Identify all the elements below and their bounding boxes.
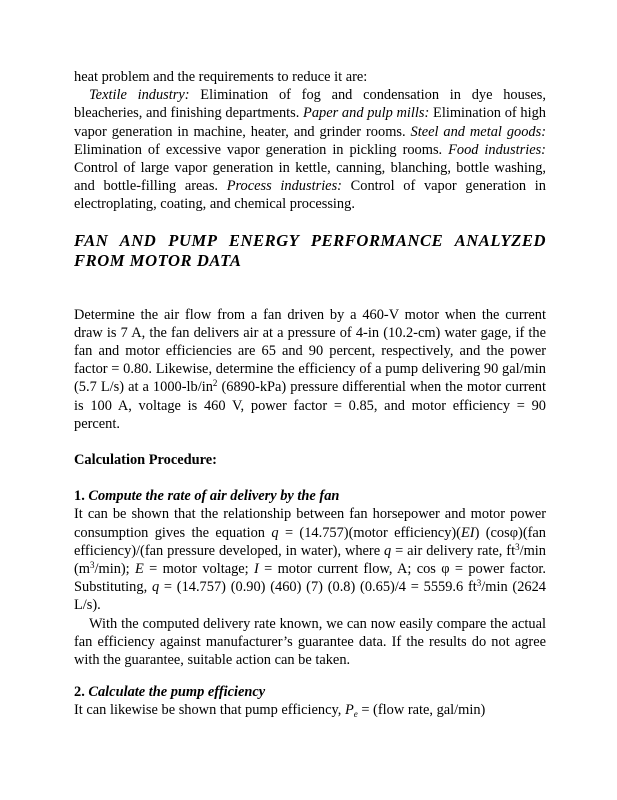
step2-paragraph <box>74 701 546 719</box>
step1-text: = motor voltage; <box>143 561 255 578</box>
step1-text: /min); <box>94 561 136 578</box>
process-label: Process industries: <box>226 178 342 195</box>
steel-label: Steel and metal goods: <box>410 123 546 140</box>
textile-text: Elimination of fog and condensation in dye houses, bleacheries, and finishing departments. <box>74 87 546 122</box>
var-q: q <box>271 524 279 541</box>
step1-text: = (14.757)(motor efficiency)( <box>278 524 461 541</box>
food-label: Food industries: <box>448 141 546 158</box>
step1-paragraph <box>74 505 546 614</box>
step1-paragraph-2: With the computed delivery rate known, we can now easily compare the actual fan efficiency against manufacturer’s guarantee data. If the results do not agree with the guarantee, suitable action can be taken. <box>74 615 546 669</box>
var-p: P <box>344 702 354 719</box>
step1-text: = air delivery rate, ft <box>391 542 516 559</box>
problem-text-a: Determine the air flow from a fan driven by a 460-V motor when the current draw is 7 A, the fan delivers air at a pressure of 4-in (10.2-cm) water gage, if the fan and motor efficiencies are 65 and 90 percent, respectively, and the power factor = 0.80. Likewise, determine the efficiency of a pump delivering 90 gal/min (5.7 L/s) at a 1000-lb/in <box>74 306 546 396</box>
step1-text: = (14.757) (0.90) (460) (7) (0.8) (0.65)/4 = 5559.6 ft <box>159 579 477 596</box>
document-page <box>74 68 546 720</box>
step1-text: It can be shown that the relationship between fan horsepower and motor power consumption gives the equation <box>74 506 546 541</box>
steel-text: Elimination of excessive vapor generation in pickling rooms. <box>74 141 449 158</box>
section-heading: FAN AND PUMP ENERGY PERFORMANCE ANALYZED FROM MOTOR DATA <box>74 230 546 270</box>
cubed-superscript: 3 <box>476 578 482 589</box>
step1-text: ) (cosφ)(fan efficiency)/(fan pressure developed, in water), where <box>74 524 546 559</box>
process-text: Control of vapor generation in electroplating, coating, and chemical processing. <box>74 178 546 213</box>
food-text: Control of large vapor generation in kettle, canning, blanching, bottle washing, and bottle-filling areas. <box>74 160 546 195</box>
squared-superscript: 2 <box>212 378 218 389</box>
var-q: q <box>151 579 160 596</box>
step2-text: It can likewise be shown that pump efficiency, <box>74 702 345 719</box>
step1-number: 1. <box>74 488 89 505</box>
var-ei: EI <box>460 524 475 541</box>
step2-text: = (flow rate, gal/min) <box>357 702 486 719</box>
procedure-label: Calculation Procedure: <box>74 452 217 469</box>
var-q: q <box>384 542 392 559</box>
paper-label: Paper and pulp mills: <box>303 105 430 122</box>
step1-heading <box>74 487 546 505</box>
var-i: I <box>254 561 259 578</box>
industry-requirements-paragraph <box>74 86 546 213</box>
problem-text-b: (6890-kPa) pressure differential when the motor current is 100 A, voltage is 460 V, power factor = 0.85, and motor efficiency = 90 percent. <box>74 379 546 432</box>
step2-number: 2. <box>74 684 89 701</box>
step1-text: = motor current flow, A; cos φ = power factor. Substituting, <box>74 561 546 596</box>
cubed-superscript: 3 <box>90 560 95 571</box>
intro-line: heat problem and the requirements to reduce it are: <box>74 69 368 85</box>
step1-text: /min (2624 L/s). <box>74 579 546 614</box>
textile-label: Textile industry: <box>89 87 190 104</box>
paper-text: Elimination of high vapor generation in machine, heater, and grinder rooms. <box>74 105 546 140</box>
step1-text: /min (m <box>74 542 546 578</box>
var-e-subscript: e <box>353 709 358 720</box>
step2-title: Calculate the pump efficiency <box>88 684 266 701</box>
var-e: E <box>135 561 144 578</box>
cubed-superscript: 3 <box>515 541 520 552</box>
step2-heading <box>74 683 546 701</box>
step1-title: Compute the rate of air delivery by the fan <box>88 488 340 505</box>
problem-statement <box>74 306 546 433</box>
